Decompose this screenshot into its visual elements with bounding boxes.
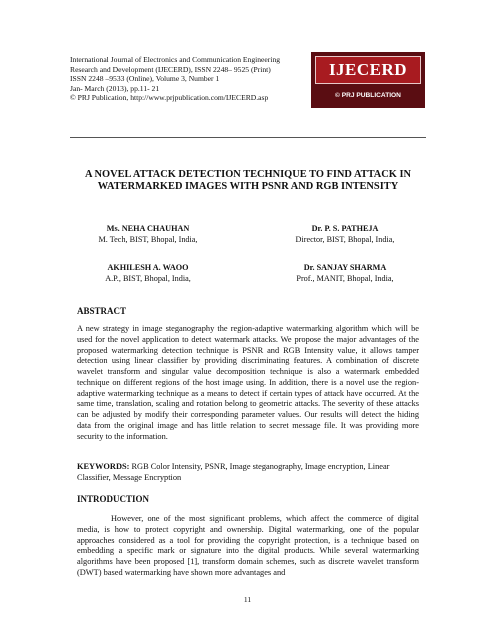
journal-logo [311, 52, 425, 108]
author-affiliation: M. Tech, BIST, Bhopal, India, [98, 234, 198, 244]
author-name: AKHILESH A. WAOO [107, 263, 189, 272]
introduction-text: However, one of the most significant problems, which affect the commerce of digital media, is how to protect copyright and ownership. Digital watermarking, one of the popular approaches considered as a tool for providing the copyright protection, is a technique based on embedding a specific mark or signature into the digital products. While several watermarking algorithms have been proposed [1], transform domain schemes, such as discrete wavelet transform (DWT) based watermarking have shown more advantages and [77, 514, 419, 577]
keywords-label: KEYWORDS: [77, 462, 130, 471]
title-line: WATERMARKED IMAGES WITH PSNR AND RGB INTENSITY [97, 181, 399, 193]
abstract-heading: ABSTRACT [77, 306, 127, 316]
logo-banner [315, 56, 421, 84]
journal-line: Jan- March (2013), pp.11- 21 [70, 83, 160, 93]
header-divider [70, 137, 426, 138]
author-name: Dr. P. S. PATHEJA [311, 224, 379, 233]
author-name: Ms. NEHA CHAUHAN [106, 224, 190, 233]
logo-title: IJECERD [328, 60, 408, 79]
author-block [270, 224, 420, 245]
abstract-text: A new strategy in image steganography the region-adaptive watermarking algorithm which will be used for the novel application to detect watermark attacks. We propose the major advantages of the proposed watermarking detection technique is PSNR and RGB Intensity value, it allows tamper detection using linear classifier by providing discriminating features. A combination of discrete wavelet transform and singular value decomposition technique is also a watermark embedded technique on different regions of the host image using. In addition, there is a novel use the region-adaptive watermarking technique as a means to detect if certain types of attack have occurred. At the same time, translation, scaling and rotation belong to geometric attacks. The severity of these attacks can be adjusted by modify their corresponding parameter values. Our results will detect the hiding data from the original image and has little relation to secret message file. It was providing more security to the information. [77, 324, 419, 441]
author-affiliation: Prof., MANIT, Bhopal, India, [296, 273, 394, 283]
introduction-heading: INTRODUCTION [77, 494, 150, 504]
keywords-text: RGB Color Intensity, PSNR, Image steganography, Image encryption, Linear Classifier, Message Encryption [77, 462, 390, 482]
paper-title [60, 169, 436, 194]
author-affiliation: A.P., BIST, Bhopal, India, [105, 273, 191, 283]
page-number: 11 [243, 595, 252, 604]
journal-info [70, 55, 320, 103]
author-affiliation: Director, BIST, Bhopal, India, [295, 234, 395, 244]
journal-line: ISSN 2248 –9533 (Online), Volume 3, Number 1 [70, 74, 220, 84]
author-block [270, 263, 420, 284]
author-name: Dr. SANJAY SHARMA [303, 263, 387, 272]
keywords [77, 462, 421, 484]
author-block [78, 263, 218, 284]
journal-line: © PRJ Publication, http://www.prjpublication.com/IJECERD.asp [70, 93, 269, 103]
logo-subtitle: © PRJ PUBLICATION [335, 92, 401, 99]
journal-line: Research and Development (IJECERD), ISSN 2248– 9525 (Print) [70, 64, 271, 74]
title-line: A NOVEL ATTACK DETECTION TECHNIQUE TO FIND ATTACK IN [84, 169, 412, 180]
author-block [78, 224, 218, 245]
journal-line: International Journal of Electronics and Communication Engineering [70, 55, 281, 64]
